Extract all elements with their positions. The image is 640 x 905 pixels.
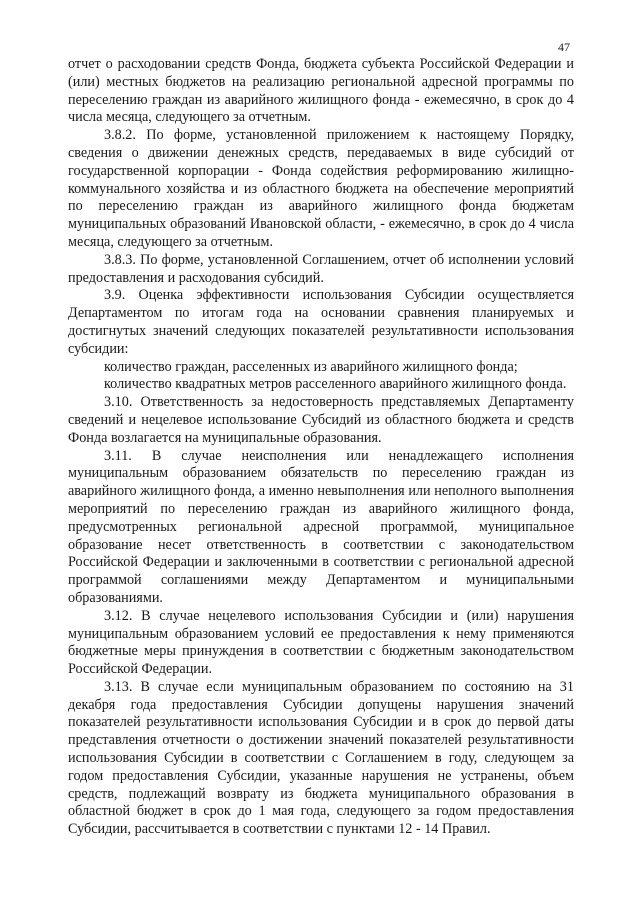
paragraph-3-12: 3.12. В случае нецелевого использования Субсидии и (или) нарушения муниципальным образованием условий ее предоставления к нему применяются бюджетные меры принуждения в соответствии с бюджетным законодательством Российской Федерации. [68, 607, 574, 678]
paragraph-3-10: 3.10. Ответственность за недостоверность представляемых Департаменту сведений и нецелевое использование Субсидий из областного бюджета и средств Фонда возлагается на муниципальные образования. [68, 394, 574, 446]
paragraph-3-9: 3.9. Оценка эффективности использования Субсидии осуществляется Департаментом по итогам года на основании сравнения планируемых и достигнутых значений следующих показателей результативности использования субсидии: [68, 287, 574, 357]
document-body [68, 56, 574, 839]
paragraph-3-8-2: 3.8.2. По форме, установленной приложением к настоящему Порядку, сведения о движении денежных средств, передаваемых в виде субсидий от государственной корпорации - Фонда содействия реформированию жилищно-коммунального хозяйства и из областного бюджета на обеспечение мероприятий по переселению граждан из аварийного жилищного фонда бюджетам муниципальных образований Ивановской области, - ежемесячно, в срок до 4 числа месяца, следующего за отчетным. [68, 127, 574, 250]
paragraph-report-expenditure: отчет о расходовании средств Фонда, бюджета субъекта Российской Федерации и (или) местных бюджетов на реализацию региональной адресной программы по переселению граждан из аварийного жилищного фонда - ежемесячно, в срок до 4 числа месяца, следующего за отчетным. [68, 56, 574, 126]
paragraph-indicator-citizens: количество граждан, расселенных из аварийного жилищного фонда; [104, 358, 518, 375]
page-number: 47 [558, 40, 570, 54]
paragraph-indicator-square-meters: количество квадратных метров расселенного аварийного жилищного фонда. [104, 376, 567, 393]
paragraph-3-13: 3.13. В случае если муниципальным образованием по состоянию на 31 декабря года предоставления Субсидии допущены нарушения значений показателей результативности использования Субсидии и в срок до первой даты представления отчетности о достижении значений показателей результативности использования Субсидии в соответствии с Соглашением в году, следующем за годом предоставления Субсидии, указанные нарушения не устранены, объем средств, подлежащий возврату из бюджета муниципального образования в областной бюджет в срок до 1 мая года, следующего за годом предоставления Субсидии, рассчитывается в соответствии с пунктами 12 - 14 Правил. [68, 678, 574, 838]
paragraph-3-11: 3.11. В случае неисполнения или ненадлежащего исполнения муниципальным образованием обязательств по переселению граждан из аварийного жилищного фонда, а именно невыполнения или неполного выполнения мероприятий по переселению граждан из аварийного жилищного фонда, предусмотренных региональной адресной программой, муниципальное образование несет ответственность в соответствии с законодательством Российской Федерации и заключенными в соответствии с региональной адресной программой соглашениями между Департаментом и муниципальными образованиями. [68, 447, 574, 606]
paragraph-3-8-3: 3.8.3. По форме, установленной Соглашением, отчет об исполнении условий предоставления и расходования субсидий. [68, 251, 574, 286]
